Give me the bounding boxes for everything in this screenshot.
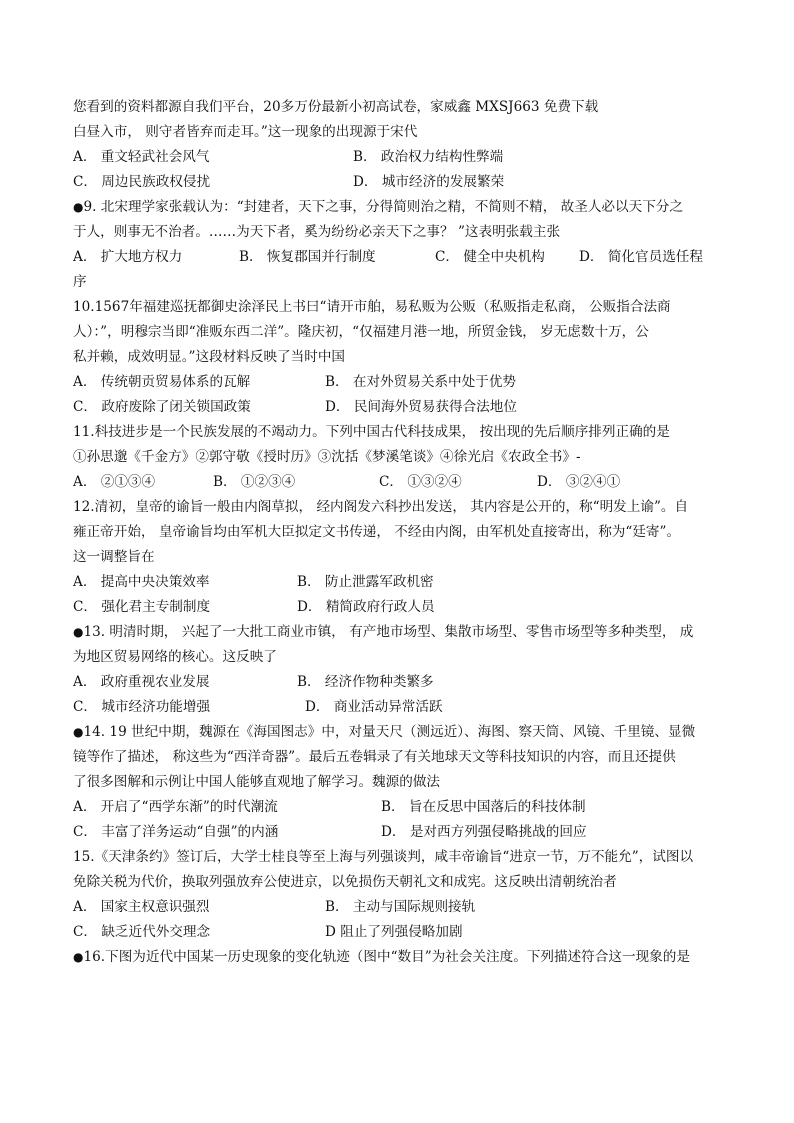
q8-options-row-2 <box>73 171 721 193</box>
q15-stem-line-1: 15.《天津条约》签订后，大学士桂良等至上海与列强谈判，咸丰帝谕旨“进京一节，万不能允”，试图以 <box>73 849 694 865</box>
q10-option-c: C． 政府废除了闭关锁国政策 <box>73 399 251 415</box>
q14-stem-line-1 <box>73 721 721 743</box>
q14-stem-text-1: 14. 19 世纪中期，魏源在《海国图志》中，对量天尺（测远近）、海图、察天筒、风镜、千里镜、显微 <box>83 724 696 740</box>
q13-option-b: B． 经济作物种类繁多 <box>297 674 434 690</box>
q9-marker: ● <box>73 200 84 214</box>
q15-option-c: C． 缺乏近代外交理念 <box>73 924 211 940</box>
q12-options-row-2 <box>73 596 721 618</box>
q14-stem-line-2: 镜等作了描述， 称这些为“西洋奇器”。最后五卷辑录了有关地球天文等科技知识的内容，而且还提供 <box>73 749 676 765</box>
q11-options-row <box>73 471 721 493</box>
q16-stem-line-1 <box>73 946 721 968</box>
q15-options-row-1 <box>73 896 721 918</box>
q9-option-c: C． 健全中央机构 <box>435 249 545 265</box>
q9-option-d-wrap: 序 <box>73 274 87 290</box>
q13-stem-line-1 <box>73 621 721 643</box>
q15-option-b: B． 主动与国际规则接轨 <box>325 899 476 915</box>
q14-options-row-2 <box>73 821 721 843</box>
q14-marker: ● <box>73 725 84 739</box>
q15-option-a: A． 国家主权意识强烈 <box>73 899 210 915</box>
q13-options-row-1 <box>73 671 721 693</box>
q8-stem-tail: 白昼入市， 则守者皆弃而走耳。”这一现象的出现源于宋代 <box>73 124 418 140</box>
q14-option-a: A． 开启了“西学东渐”的时代潮流 <box>73 799 278 815</box>
q14-options-row-1 <box>73 796 721 818</box>
q13-options-row-2 <box>73 696 721 718</box>
q15-option-d: D 阻止了列强侵略加剧 <box>325 924 463 940</box>
q11-option-c: C． ①③②④ <box>379 474 462 490</box>
q10-option-a: A． 传统朝贡贸易体系的瓦解 <box>73 374 251 390</box>
q13-marker: ● <box>73 625 84 639</box>
q10-stem-line-1: 10.1567年福建巡抚都御史涂泽民上书曰“请开市舶，易私贩为公贩（私贩指走私商， 公贩指合法商 <box>73 299 671 315</box>
q9-options-row <box>73 246 721 268</box>
q12-stem-line-1: 12.清初，皇帝的谕旨一般由内阁草拟， 经内阁发六科抄出发送， 其内容是公开的，称“明发上谕”。自 <box>73 499 689 515</box>
q12-stem-line-2: 雍正帝开始， 皇帝谕旨均由军机大臣拟定文书传递， 不经由内阁，由军机处直接寄出，称为“廷寄”。 <box>73 524 681 540</box>
q9-stem-text-1: 9. 北宋理学家张载认为：“封建者，天下之事，分得简则治之精，不简则不精， 故圣人必以天下分之 <box>83 199 683 215</box>
q8-options-row-1 <box>73 146 721 168</box>
q14-option-b: B． 旨在反思中国落后的科技体制 <box>381 799 586 815</box>
q11-option-b: B． ①②③④ <box>213 474 296 490</box>
q14-option-c: C． 丰富了洋务运动“自强”的内涵 <box>73 824 279 840</box>
q11-stem-line-1: 11.科技进步是一个民族发展的不竭动力。下列中国古代科技成果， 按出现的先后顺序排列正确的是 <box>73 424 670 440</box>
watermark-header: 您看到的资料都源自我们平台，20多万份最新小初高试卷，家威鑫 MXSJ663 免费下载 <box>73 99 599 115</box>
q9-option-d: D． 简化官员选任程 <box>579 249 703 265</box>
q11-stem-line-2: ①孙思邈《千金方》②郭守敬《授时历》③沈括《梦溪笔谈》④徐光启《农政全书》- <box>73 449 581 465</box>
q10-stem-line-2: 人）：”，明穆宗当即“准贩东西二洋”。隆庆初，“仅福建月港一地，所贸金钱， 岁无虑数十万，公 <box>73 324 649 340</box>
q16-stem-text-1: 16.下图为近代中国某一历史现象的变化轨迹（图中“数目”为社会关注度。下列描述符合这一现象的是 <box>83 949 690 965</box>
q8-option-c: C． 周边民族政权侵扰 <box>73 174 211 190</box>
q15-stem-line-2: 免除关税为代价，换取列强放弃公使进京，以免损伤天朝礼文和成宪。这反映出清朝统治者 <box>73 874 617 890</box>
q10-option-d: D． 民间海外贸易获得合法地位 <box>325 399 517 415</box>
q10-options-row-1 <box>73 371 721 393</box>
q13-option-a: A． 政府重视农业发展 <box>73 674 210 690</box>
q11-option-a: A． ②①③④ <box>73 474 156 490</box>
q14-option-d: D． 是对西方列强侵略挑战的回应 <box>381 824 587 840</box>
q13-option-d: D． 商业活动异常活跃 <box>305 699 443 715</box>
q8-option-a: A． 重文轻武社会风气 <box>73 149 210 165</box>
q10-option-b: B． 在对外贸易关系中处于优势 <box>325 374 517 390</box>
q11-option-d: D． ③②④① <box>537 474 621 490</box>
q9-option-a: A． 扩大地方权力 <box>73 249 183 265</box>
q12-option-c: C． 强化君主专制制度 <box>73 599 211 615</box>
q12-option-d: D． 精简政府行政人员 <box>297 599 435 615</box>
q12-options-row-1 <box>73 571 721 593</box>
q9-stem-line-2: 于人，则事无不治者。……为天下者，奚为纷纷必亲天下之事？ ”这表明张载主张 <box>73 224 561 240</box>
q8-option-d: D． 城市经济的发展繁荣 <box>353 174 505 190</box>
q13-stem-line-2: 为地区贸易网络的核心。这反映了 <box>73 649 277 665</box>
q16-marker: ● <box>73 950 84 964</box>
q13-stem-text-1: 13. 明清时期， 兴起了一大批工商业市镇， 有产地市场型、集散市场型、零售市场型等多种类型， 成 <box>83 624 694 640</box>
q10-options-row-2 <box>73 396 721 418</box>
q12-option-b: B． 防止泄露军政机密 <box>297 574 434 590</box>
q12-option-a: A． 提高中央决策效率 <box>73 574 210 590</box>
q15-options-row-2 <box>73 921 721 943</box>
q8-option-b: B． 政治权力结构性弊端 <box>353 149 504 165</box>
q14-stem-line-3: 了很多图解和示例让中国人能够直观地了解学习。魏源的做法 <box>73 774 441 790</box>
q10-stem-line-3: 私并赖，成效明显。”这段材料反映了当时中国 <box>73 349 346 365</box>
q9-option-b: B． 恢复郡国并行制度 <box>239 249 376 265</box>
q9-stem-line-1 <box>73 196 721 218</box>
q13-option-c: C． 城市经济功能增强 <box>73 699 211 715</box>
q12-stem-line-3: 这一调整旨在 <box>73 549 155 565</box>
